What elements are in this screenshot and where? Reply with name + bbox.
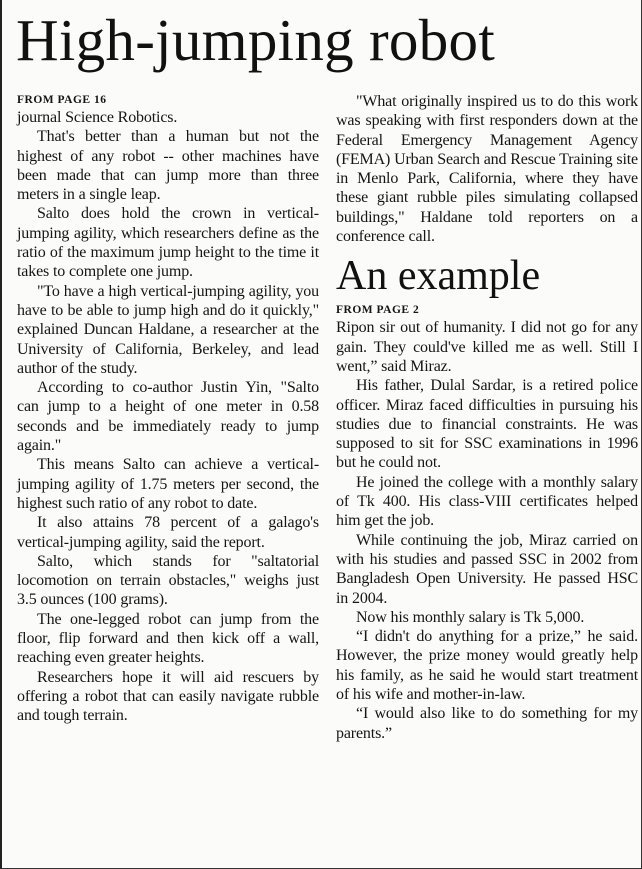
paragraph: "What originally inspired us to do this work was speaking with first responders down at the Federal Emergency Management Agency (FEMA) Urban Search and Rescue Training site in Menlo Park, California, where they have these giant rubble piles simulating collapsed buildings," Haldane told reporters on a conference call. (336, 93, 638, 246)
paragraph: Now his monthly salary is Tk 5,000. (356, 608, 585, 626)
paragraph: “I would also like to do something for my parents.” (336, 705, 638, 742)
left-column (17, 92, 319, 726)
paragraph: That's better than a human but not the highest of any robot -- other machines have been made that can jump more than three meters in a single leap. (17, 128, 319, 204)
headline: High-jumping robot (16, 7, 496, 73)
paragraph: According to co-author Justin Yin, "Salto can jump to a height of one meter in 0.58 seconds and be immediately ready to jump again." (17, 379, 319, 455)
subhead: An example (336, 253, 541, 300)
continuation-kicker: FROM PAGE 16 (17, 94, 107, 106)
paragraph: The one-legged robot can jump from the floor, flip forward and then kick off a wall, reaching even greater heights. (17, 610, 319, 667)
paragraph: It also attains 78 percent of a galago's vertical-jumping agility, said the report. (17, 514, 319, 551)
paragraph: His father, Dulal Sardar, is a retired police officer. Miraz faced difficulties in pursuing his studies due to financial constraints. He was supposed to sit for SSC examinations in 1996 but he could not. (336, 377, 638, 472)
paragraph: “I didn't do anything for a prize,” he said. However, the prize money would greatly help his family, as he said he would start treatment of his wife and mother-in-law. (336, 628, 638, 704)
paragraph: Ripon sir out of humanity. I did not go for any gain. They could've killed me as well. Still I went,” said Miraz. (336, 319, 638, 375)
paragraph: He joined the college with a monthly salary of Tk 400. His class-VIII certificates helped him get the job. (336, 473, 638, 530)
paragraph: Researchers hope it will aid rescuers by offering a robot that can easily navigate rubble and tough terrain. (17, 668, 319, 725)
paragraph: This means Salto can achieve a vertical-jumping agility of 1.75 meters per second, the highest such ratio of any robot to date. (17, 456, 319, 512)
paragraph: "To have a high vertical-jumping agility, you have to be able to jump high and do it quickly," explained Duncan Haldane, a researcher at the University of California, Berkeley, and lead author of the study. (17, 282, 319, 377)
paragraph: Salto, which stands for "saltatorial locomotion on terrain obstacles," weighs just 3.5 ounces (100 grams). (17, 552, 319, 609)
continuation-kicker: FROM PAGE 2 (336, 304, 420, 317)
right-column (336, 92, 638, 743)
paragraph: Salto does hold the crown in vertical-jumping agility, which researchers define as the ratio of the maximum jump height to the time it takes to complete one jump. (17, 205, 319, 281)
paragraph: While continuing the job, Miraz carried on with his studies and passed SSC in 2002 from Bangladesh Open University. He passed HSC in 2004. (336, 531, 638, 607)
paragraph: journal Science Robotics. (17, 109, 178, 126)
